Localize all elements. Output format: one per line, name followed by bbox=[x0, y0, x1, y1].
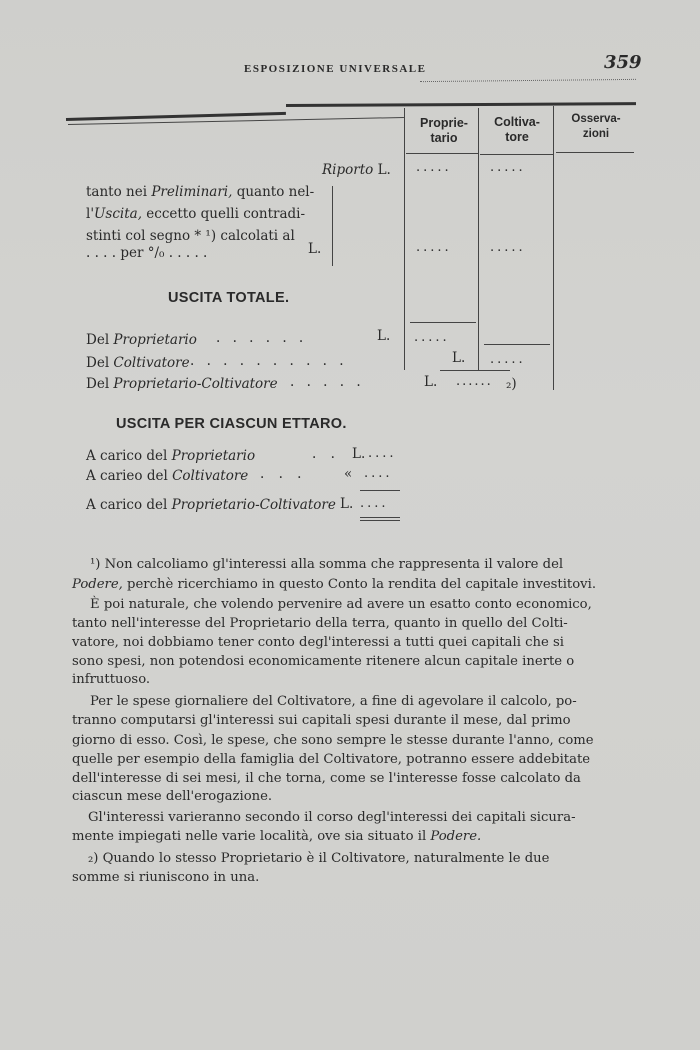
totale-row-coltivatore bbox=[86, 355, 190, 371]
header-dotted-rule bbox=[420, 79, 636, 82]
row-prefix: A carieo del bbox=[86, 468, 173, 484]
para-3-line-4: quelle per esempio della famiglia del Coltivatore, potranno essere addebitate bbox=[72, 752, 591, 767]
ettaro-row-coltivatore bbox=[86, 468, 248, 484]
interest-currency: L. bbox=[308, 241, 322, 257]
para-4-line-2-text: mente impiegati nelle varie località, ove sia situato il bbox=[72, 829, 431, 844]
col2-left-border bbox=[478, 108, 479, 370]
para-2-line-3: vatore, noi dobbiamo tener conto degl'interessi a tutti quei capitali che si bbox=[72, 635, 564, 650]
totale-row-proprietario-currency: L. bbox=[377, 328, 391, 344]
row-label: Proprietario bbox=[171, 448, 256, 464]
ettaro-row-combined bbox=[86, 497, 336, 513]
totale-row-proprietario bbox=[86, 332, 197, 348]
bracket-line bbox=[332, 186, 333, 266]
row-prefix: Del bbox=[86, 332, 114, 348]
ettaro-double-rule-2 bbox=[360, 520, 400, 521]
para-2-line-5: infruttuoso. bbox=[72, 672, 151, 687]
para-2-line-1: È poi naturale, che volendo pervenire ad avere un esatto conto economico, bbox=[90, 597, 592, 612]
interest-line-3: stinti col segno * ¹) calcolati al bbox=[86, 228, 295, 244]
page-number: 359 bbox=[604, 52, 642, 73]
ettaro-row-proprietario-leaders: . . bbox=[312, 446, 340, 462]
col2-total-rule bbox=[484, 344, 550, 345]
totale-row-combined-leaders: . . . . . bbox=[290, 374, 365, 390]
interest-line-1c: quanto nel- bbox=[232, 184, 315, 200]
combined-total-rule bbox=[440, 370, 510, 371]
totale-row-combined-dots: ...... bbox=[456, 374, 493, 389]
footnote-1-line-2-rest: perchè ricerchiamo in questo Conto la rendita del capitale investitovi. bbox=[122, 577, 597, 592]
column-header-coltivatore: Coltiva- tore bbox=[494, 115, 540, 144]
para-3-line-6: ciascun mese dell'erogazione. bbox=[72, 789, 273, 804]
interest-coltivatore-dots: ..... bbox=[490, 240, 526, 255]
footnote-1-line-1: ¹) Non calcoliamo gl'interessi alla somma che rappresenta il valore del bbox=[90, 557, 564, 572]
riporto-currency: L. bbox=[377, 162, 391, 178]
column-header-osservazioni: Osserva- zioni bbox=[571, 113, 621, 140]
running-header: ESPOSIZIONE UNIVERSALE bbox=[244, 63, 427, 75]
para-3-line-2: tranno computarsi gl'interessi sui capitali spesi durante il mese, dal primo bbox=[72, 713, 571, 728]
col1-total-rule bbox=[410, 322, 476, 323]
row-label: Proprietario-Coltivatore bbox=[113, 376, 278, 392]
interest-proprietario-dots: ..... bbox=[416, 240, 452, 255]
totale-row-proprietario-leaders: . . . . . . bbox=[216, 330, 308, 346]
table-top-rule-right bbox=[286, 102, 636, 107]
para-4-line-1: Gl'interessi varieranno secondo il corso degl'interessi dei capitali sicura- bbox=[88, 810, 576, 825]
column-header-proprietario: Proprie- tario bbox=[420, 116, 468, 145]
interest-line-2c: eccetto quelli contradi- bbox=[141, 206, 306, 222]
para-3-line-5: dell'interesse di sei mesi, il che torna, come se l'interesse fosse calcolato da bbox=[72, 771, 581, 786]
ettaro-sum-rule bbox=[360, 490, 400, 491]
interest-line-1b: Preliminari, bbox=[151, 184, 233, 200]
ettaro-row-proprietario bbox=[86, 448, 255, 464]
ettaro-row-combined-dots: .... bbox=[360, 496, 389, 511]
para-4-line-2 bbox=[72, 827, 481, 847]
totale-row-proprietario-dots: ..... bbox=[414, 330, 450, 345]
interest-line-2 bbox=[86, 206, 305, 222]
para-3-line-1: Per le spese giornaliere del Coltivatore, a fine di agevolare il calcolo, po- bbox=[90, 694, 577, 709]
row-label: Proprietario bbox=[113, 332, 197, 348]
col1-header-underline bbox=[406, 153, 478, 154]
ettaro-double-rule-1 bbox=[360, 517, 400, 518]
ettaro-row-coltivatore-leaders: . . . bbox=[260, 466, 307, 482]
para-4-podere: Podere. bbox=[430, 829, 482, 844]
uscita-totale-heading: USCITA TOTALE. bbox=[168, 290, 290, 306]
para-3-line-3: giorno di esso. Così, le spese, che sono sempre le stesse durante l'anno, come bbox=[72, 733, 594, 748]
row-prefix: Del bbox=[86, 355, 114, 371]
col3-header-underline bbox=[556, 152, 634, 153]
row-prefix: A carico del bbox=[86, 497, 172, 513]
row-label: Coltivatore bbox=[172, 468, 249, 484]
para-2-line-2: tanto nell'interesse del Proprietario della terra, quanto in quello del Colti- bbox=[72, 616, 568, 631]
interest-line-2a: l' bbox=[86, 206, 95, 222]
footnote-1-podere: Podere, bbox=[72, 577, 123, 592]
col2-header-underline bbox=[480, 154, 553, 155]
col3-left-border bbox=[553, 106, 554, 390]
totale-row-combined-currency: L. bbox=[424, 374, 438, 390]
riporto-label: Riporto bbox=[322, 162, 374, 178]
row-prefix: Del bbox=[86, 376, 114, 392]
col1-left-border bbox=[404, 108, 405, 370]
footnote-1-line-2 bbox=[72, 575, 596, 595]
totale-row-coltivatore-dots: ..... bbox=[490, 352, 526, 367]
ettaro-row-coltivatore-currency: « bbox=[344, 466, 353, 482]
para-2-line-4: sono spesi, non potendosi economicamente ritenere alcun capitale inerte o bbox=[72, 654, 575, 669]
riporto-row bbox=[322, 162, 391, 178]
ettaro-row-proprietario-dots: .... bbox=[368, 446, 397, 461]
ettaro-row-proprietario-currency: L. bbox=[352, 446, 366, 462]
row-prefix: A carico del bbox=[86, 448, 172, 464]
footnote-2-line-2: somme si riuniscono in una. bbox=[72, 870, 260, 885]
totale-row-coltivatore-leaders: . . . . . . . . . . bbox=[190, 353, 348, 369]
interest-line-2b: Uscita, bbox=[94, 206, 142, 222]
row-label: Proprietario-Coltivatore bbox=[171, 497, 336, 513]
totale-row-coltivatore-currency: L. bbox=[452, 350, 466, 366]
footnote-2-line-1: ₂) Quando lo stesso Proprietario è il Coltivatore, naturalmente le due bbox=[88, 851, 550, 866]
riporto-proprietario-dots: ..... bbox=[416, 160, 452, 175]
ettaro-row-combined-currency: L. bbox=[340, 496, 354, 512]
interest-line-4: . . . . per °/₀ . . . . . bbox=[86, 245, 208, 261]
ettaro-row-coltivatore-dots: .... bbox=[364, 466, 393, 481]
totale-row-combined bbox=[86, 376, 278, 392]
row-label: Coltivatore bbox=[113, 355, 190, 371]
totale-row-combined-note: ₂) bbox=[506, 376, 517, 392]
uscita-ettaro-heading: USCITA PER CIASCUN ETTARO. bbox=[116, 416, 347, 432]
interest-line-1 bbox=[86, 184, 314, 200]
riporto-coltivatore-dots: ..... bbox=[490, 160, 526, 175]
interest-line-1a: tanto nei bbox=[86, 184, 152, 200]
